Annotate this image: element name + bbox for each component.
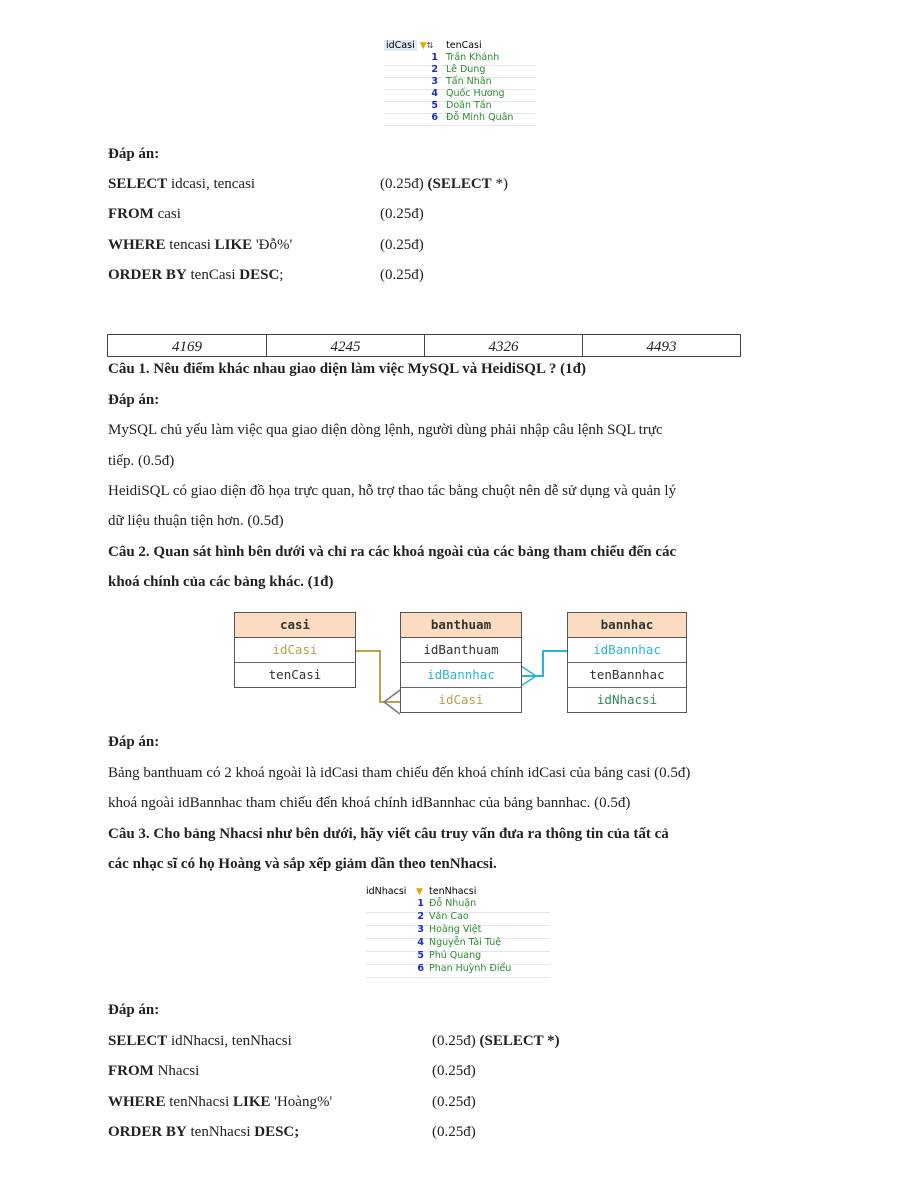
number-cell: 4169 xyxy=(172,339,202,355)
question-2-title: Câu 2. Quan sát hình bên dưới và chỉ ra các khoá ngoài của các bảng tham chiếu đến các xyxy=(108,544,677,560)
paragraph: tiếp. (0.5đ) xyxy=(108,453,175,469)
primary-key-icon: ▼ xyxy=(419,41,427,51)
table-header: casi xyxy=(235,613,355,638)
question-1-title: Câu 1. Nêu điểm khác nhau giao diện làm việc MySQL và HeidiSQL ? (1đ) xyxy=(108,361,586,377)
relation-line-idbannhac xyxy=(521,651,567,676)
number-cell: 4326 xyxy=(488,339,519,355)
row-name: Quốc Hương xyxy=(446,88,505,99)
score-orderby: (0.25đ) xyxy=(432,1124,476,1140)
row-id: 2 xyxy=(417,911,424,922)
paragraph: dữ liệu thuận tiện hơn. (0.5đ) xyxy=(108,513,284,529)
question-3-title: Câu 3. Cho bảng Nhacsi như bên dưới, hãy viết câu truy vấn đưa ra thông tin của tất cả xyxy=(108,826,669,842)
column-header-idnhacsi: idNhacsi xyxy=(366,886,407,897)
row-name: Đỗ Nhuận xyxy=(429,898,477,909)
nhacsi-grid-screenshot xyxy=(366,886,550,986)
row-id: 3 xyxy=(431,76,438,87)
grid-row xyxy=(366,964,550,974)
paragraph: MySQL chủ yếu làm việc qua giao diện dòng lệnh, người dùng phải nhập câu lệnh SQL trực xyxy=(108,422,663,438)
score-where: (0.25đ) xyxy=(380,237,424,253)
column-header-tennhacsi: tenNhacsi xyxy=(429,886,477,897)
row-name: Lê Dung xyxy=(446,64,486,75)
table-header: bannhac xyxy=(568,613,686,638)
paragraph: HeidiSQL có giao diện đồ họa trực quan, hỗ trợ thao tác bằng chuột nên dễ sử dụng và quản lý xyxy=(108,483,677,499)
row-name: Trần Khánh xyxy=(446,52,500,63)
row-name: Tấn Nhân xyxy=(446,76,492,87)
row-id: 5 xyxy=(417,950,424,961)
row-name: Doãn Tần xyxy=(446,100,492,111)
number-cell: 4493 xyxy=(646,339,677,355)
row-name: Hoàng Việt xyxy=(429,924,482,935)
field-idbannhac: idBannhac xyxy=(401,663,521,688)
sql-line-from: FROM Nhacsi xyxy=(108,1063,200,1079)
answer-label: Đáp án: xyxy=(108,1002,160,1018)
grid-row xyxy=(366,951,550,961)
grid-row xyxy=(366,899,550,909)
row-name: Phan Huỳnh Điểu xyxy=(429,963,512,974)
row-name: Đỗ Minh Quân xyxy=(446,112,514,123)
score-from: (0.25đ) xyxy=(380,206,424,222)
question-2-title-cont: khoá chính của các bảng khác. (1đ) xyxy=(108,574,334,590)
score-orderby: (0.25đ) xyxy=(380,267,424,283)
sql-line-where: WHERE tenNhacsi LIKE 'Hoàng%' xyxy=(108,1094,333,1110)
sql-line-select: SELECT idcasi, tencasi xyxy=(108,176,256,192)
row-id: 1 xyxy=(431,52,438,63)
primary-key-icon: ▼ xyxy=(416,887,423,897)
field-idbannhac: idBannhac xyxy=(568,638,686,663)
row-id: 4 xyxy=(431,88,438,99)
row-id: 6 xyxy=(431,112,438,123)
sort-icon: ⇅ xyxy=(426,41,434,50)
sql-line-where: WHERE tencasi LIKE 'Đỗ%' xyxy=(108,237,293,253)
sql-line-from: FROM casi xyxy=(108,206,181,222)
table-header: banthuam xyxy=(401,613,521,638)
row-id: 3 xyxy=(417,924,424,935)
field-idcasi: idCasi xyxy=(235,638,355,663)
answer-label: Đáp án: xyxy=(108,392,160,408)
column-header-tencasi: tenCasi xyxy=(446,40,482,51)
score-select: (0.25đ) (SELECT *) xyxy=(380,176,508,192)
grid-row xyxy=(366,925,550,935)
field-idnhacsi: idNhacsi xyxy=(596,692,658,707)
score-from: (0.25đ) xyxy=(432,1063,476,1079)
sql-line-select: SELECT idNhacsi, tenNhacsi xyxy=(108,1033,292,1049)
answer-label: Đáp án: xyxy=(108,146,160,162)
table-bannhac xyxy=(567,612,687,713)
row-id: 6 xyxy=(417,963,424,974)
row-id: 1 xyxy=(417,898,424,909)
row-id: 5 xyxy=(431,100,438,111)
row-name: Nguyễn Tài Tuệ xyxy=(429,937,502,948)
row-id: 2 xyxy=(431,64,438,75)
question-3-title-cont: các nhạc sĩ có họ Hoàng và sắp xếp giảm dần theo tenNhacsi. xyxy=(108,856,497,872)
field-tencasi: tenCasi xyxy=(268,667,322,682)
field-idcasi: idCasi xyxy=(438,692,484,707)
answer-label: Đáp án: xyxy=(108,734,160,750)
table-banthuam xyxy=(400,612,522,713)
sql-line-orderby: ORDER BY tenCasi DESC; xyxy=(108,267,284,283)
score-select: (0.25đ) (SELECT *) xyxy=(432,1033,560,1049)
paragraph: khoá ngoài idBannhac tham chiếu đến khoá chính idBannhac của bảng bannhac. (0.5đ) xyxy=(108,795,631,811)
field-idbanthuam: idBanthuam xyxy=(401,638,521,663)
table-casi xyxy=(234,612,356,688)
row-name: Phú Quang xyxy=(429,950,482,961)
grid-row xyxy=(366,938,550,948)
row-name: Văn Cao xyxy=(429,911,469,922)
field-tenbannhac: tenBannhac xyxy=(568,663,686,688)
score-where: (0.25đ) xyxy=(432,1094,476,1110)
sql-line-orderby: ORDER BY tenNhacsi DESC; xyxy=(108,1124,300,1140)
row-id: 4 xyxy=(417,937,424,948)
number-cell: 4245 xyxy=(330,339,361,355)
grid-row xyxy=(366,912,550,922)
column-header-idcasi: idCasi ▼⇅ xyxy=(386,40,434,51)
paragraph: Bảng banthuam có 2 khoá ngoài là idCasi tham chiếu đến khoá chính idCasi của bảng casi (0.5đ) xyxy=(108,765,691,781)
